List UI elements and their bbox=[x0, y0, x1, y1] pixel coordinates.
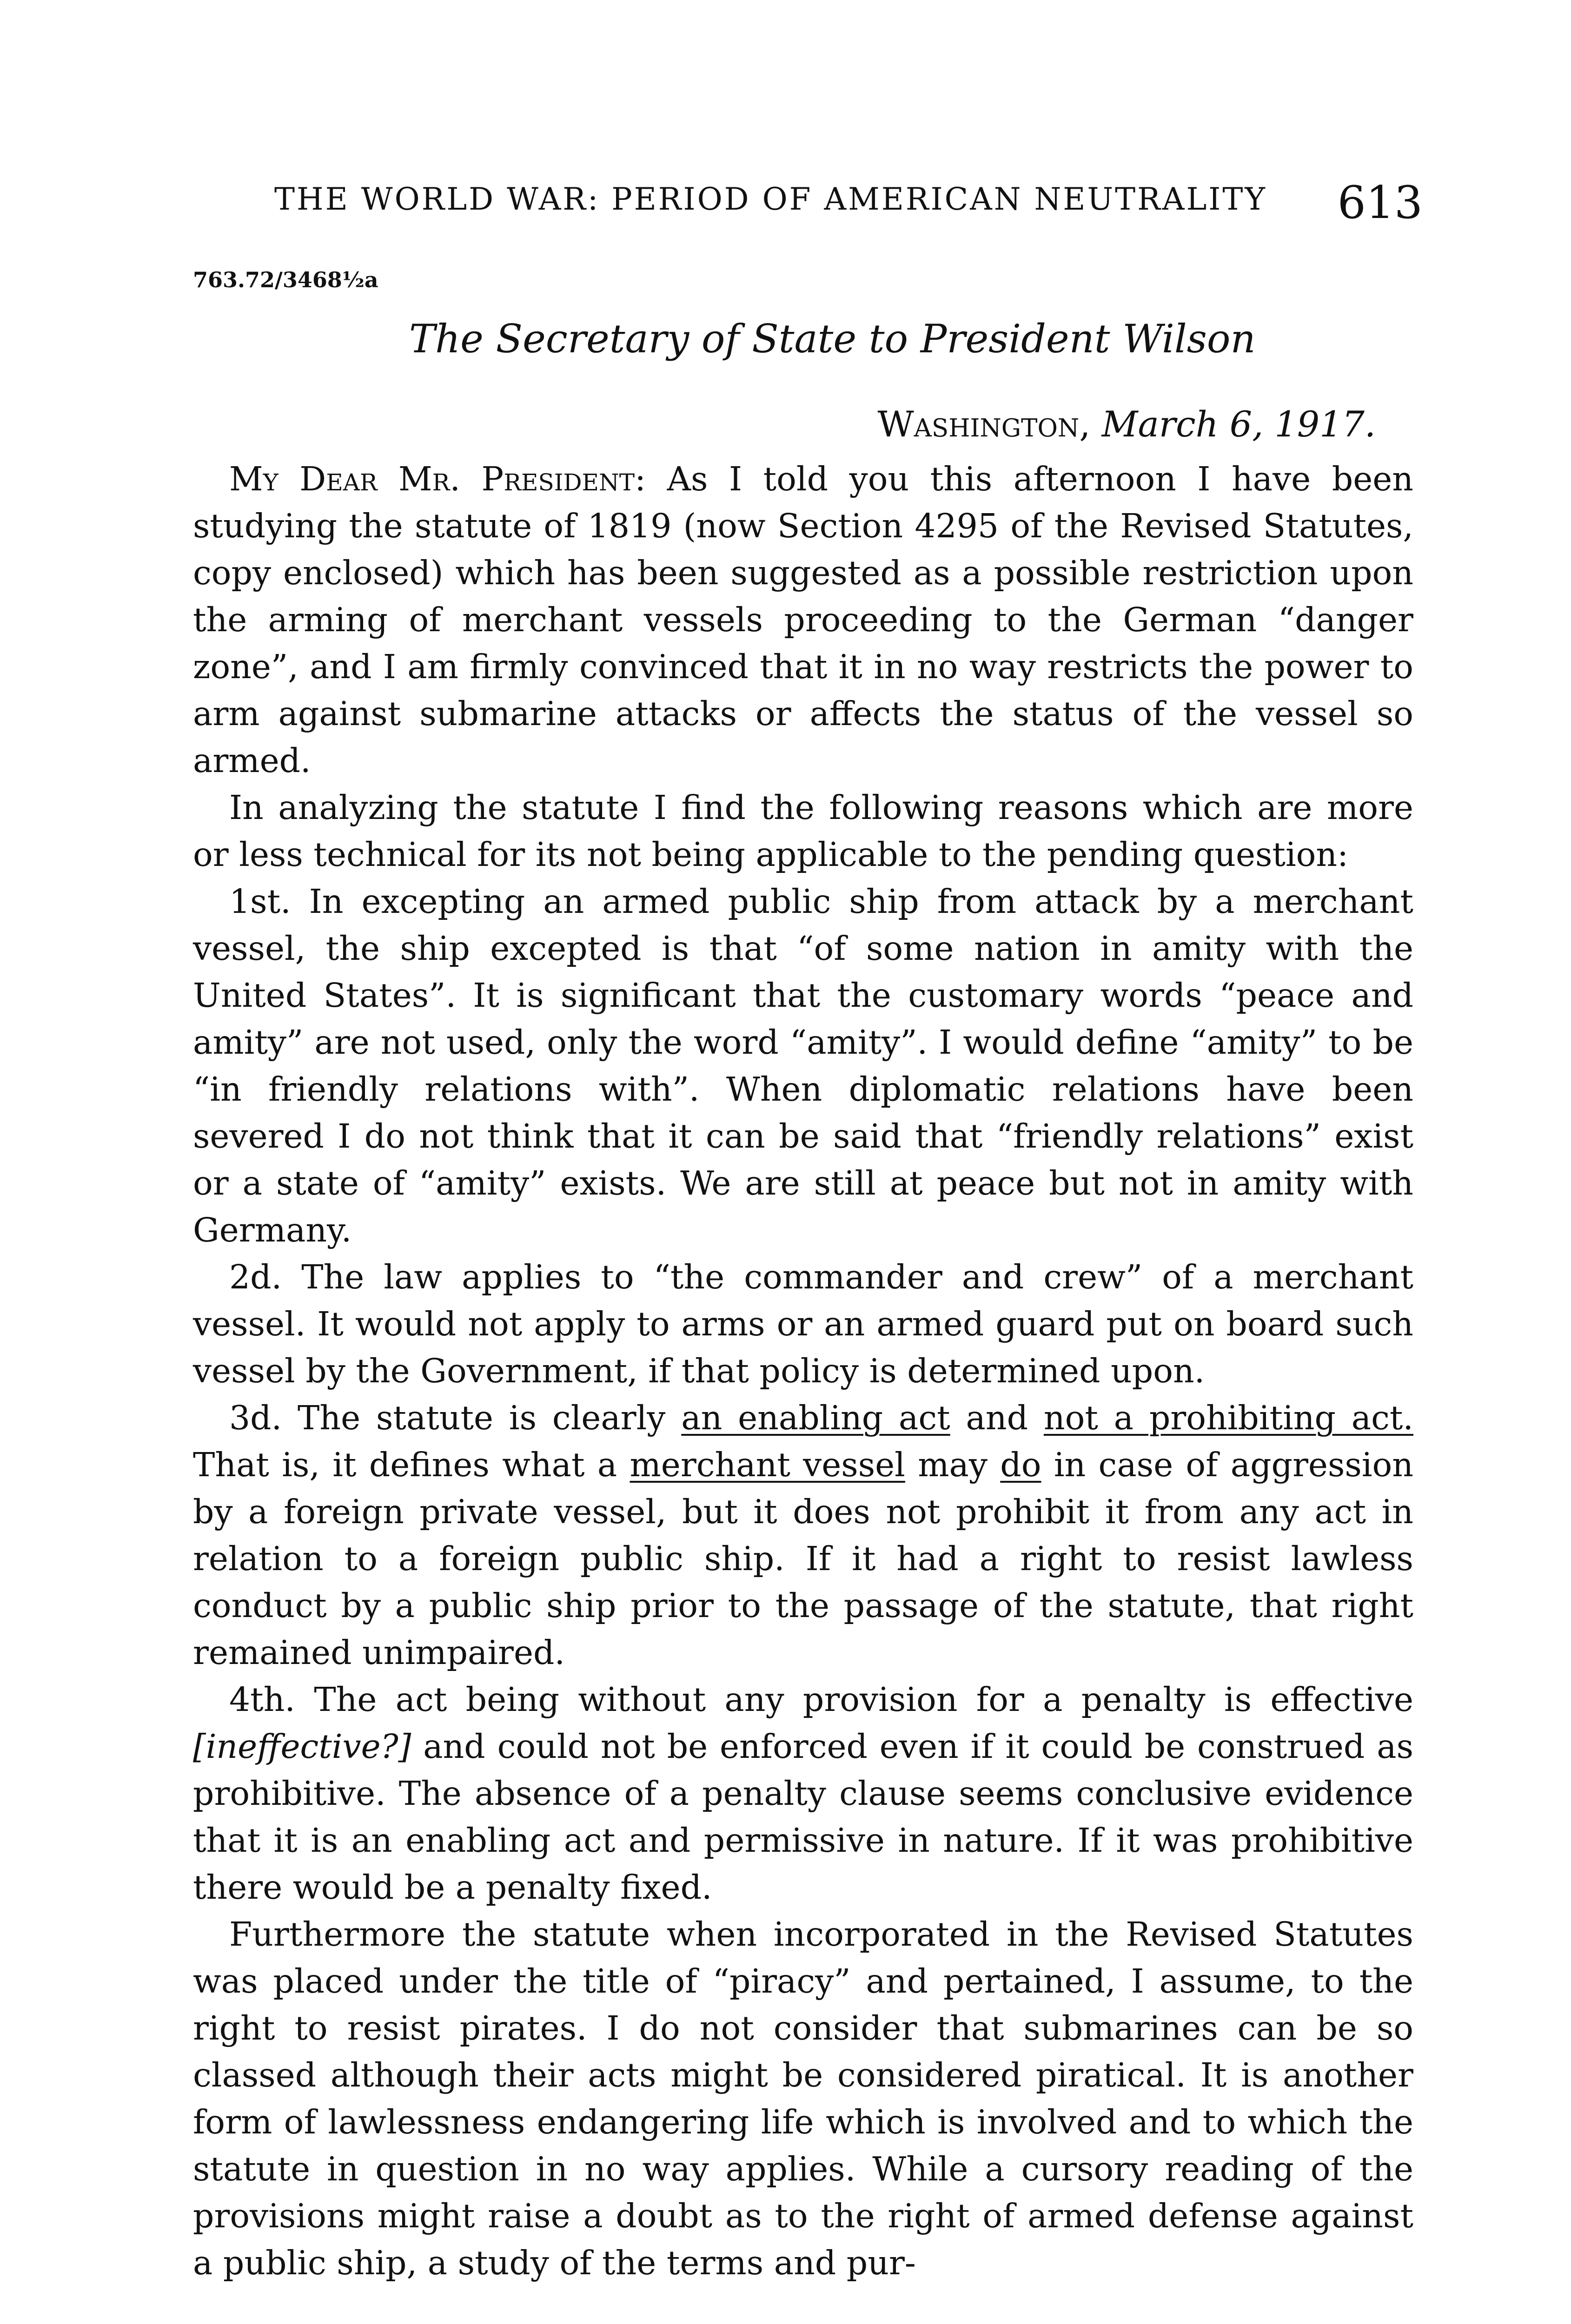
letter-body bbox=[193, 456, 1413, 2286]
underlined-enabling-act: an enabling act bbox=[681, 1399, 950, 1437]
page-number: 613 bbox=[1337, 177, 1423, 229]
running-title: THE WORLD WAR: PERIOD OF AMERICAN NEUTRALITY bbox=[274, 181, 1267, 217]
paragraph-5 bbox=[193, 1394, 1413, 1676]
paragraph-5-text-d: may bbox=[905, 1446, 1001, 1484]
paragraph-4: 2d. The law applies to “the commander and crew” of a merchant vessel. It would not apply to arms or an armed guard put on board such vessel by the Government, if that policy is determined upon. bbox=[193, 1258, 1413, 1390]
paragraph-1 bbox=[193, 456, 1413, 784]
paragraph-2: In analyzing the statute I find the following reasons which are more or less technical for its not being applicable to the pending question: bbox=[193, 788, 1413, 874]
running-header bbox=[274, 177, 1423, 228]
dateline-place: Washington, bbox=[877, 403, 1091, 445]
paragraph-5-text-e: in case of aggression by a foreign private vessel, but it does not prohibit it from any act in relation to a foreign public ship. If it had a right to resist lawless conduct by a public ship prior to the passage of the statute, that right remained unimpaired. bbox=[193, 1446, 1413, 1672]
paragraph-7: Furthermore the statute when incorporated in the Revised Statutes was placed under the title of “piracy” and pertained, I assume, to the right to resist pirates. I do not consider that submarines can be so classed although their acts might be considered piratical. It is another form of lawlessness endangering life which is involved and to which the statute in question in no way applies. While a cursory reading of the provisions might raise a doubt as to the right of armed defense against a public ship, a study of the terms and pur- bbox=[193, 1915, 1413, 2282]
file-number: 763.72/3468½a bbox=[193, 267, 378, 292]
paragraph-5-text-c: That is, it defines what a bbox=[193, 1446, 630, 1484]
paragraph-5-text-a: 3d. The statute is clearly bbox=[229, 1399, 682, 1437]
document-heading: The Secretary of State to President Wilson bbox=[409, 316, 1256, 362]
paragraph-5-text-b: and bbox=[950, 1399, 1044, 1437]
paragraph-6 bbox=[193, 1676, 1413, 1911]
underlined-merchant-vessel: merchant vessel bbox=[630, 1446, 905, 1484]
paragraph-6-text-a: 4th. The act being without any provision for a penalty is effective bbox=[229, 1680, 1413, 1719]
underlined-do: do bbox=[1000, 1446, 1041, 1484]
paragraph-3: 1st. In excepting an armed public ship from attack by a merchant vessel, the ship excepted is that “of some nation in amity with the United States”. It is significant that the customary words “peace and amity” are not used, only the word “amity”. I would define “amity” to be “in friendly relations with”. When diplomatic relations have been severed I do not think that it can be said that “friendly relations” exist or a state of “amity” exists. We are still at peace but not in amity with Germany. bbox=[193, 882, 1413, 1249]
paragraph-6-text-b: and could not be enforced even if it could be construed as prohibitive. The absence of a penalty clause seems conclusive evidence that it is an enabling act and permissive in nature. If it was prohibitive there would be a penalty fixed. bbox=[193, 1727, 1413, 1907]
underlined-prohibiting-act: not a prohibiting act. bbox=[1043, 1399, 1413, 1437]
salutation: My Dear Mr. President: bbox=[229, 460, 646, 498]
dateline-date: March 6, 1917. bbox=[1101, 403, 1376, 445]
paragraph-1-text: As I told you this afternoon I have been studying the statute of 1819 (now Section 4295 of the Revised Statutes, copy enclosed) which has been suggested as a possible restriction upon the arming of merchant vessels proceeding to the German “danger zone”, and I am firmly convinced that it in no way restricts the power to arm against submarine attacks or affects the status of the vessel so armed. bbox=[193, 460, 1413, 780]
editorial-insertion: [ineffective?] bbox=[193, 1727, 411, 1766]
dateline bbox=[878, 403, 1376, 445]
